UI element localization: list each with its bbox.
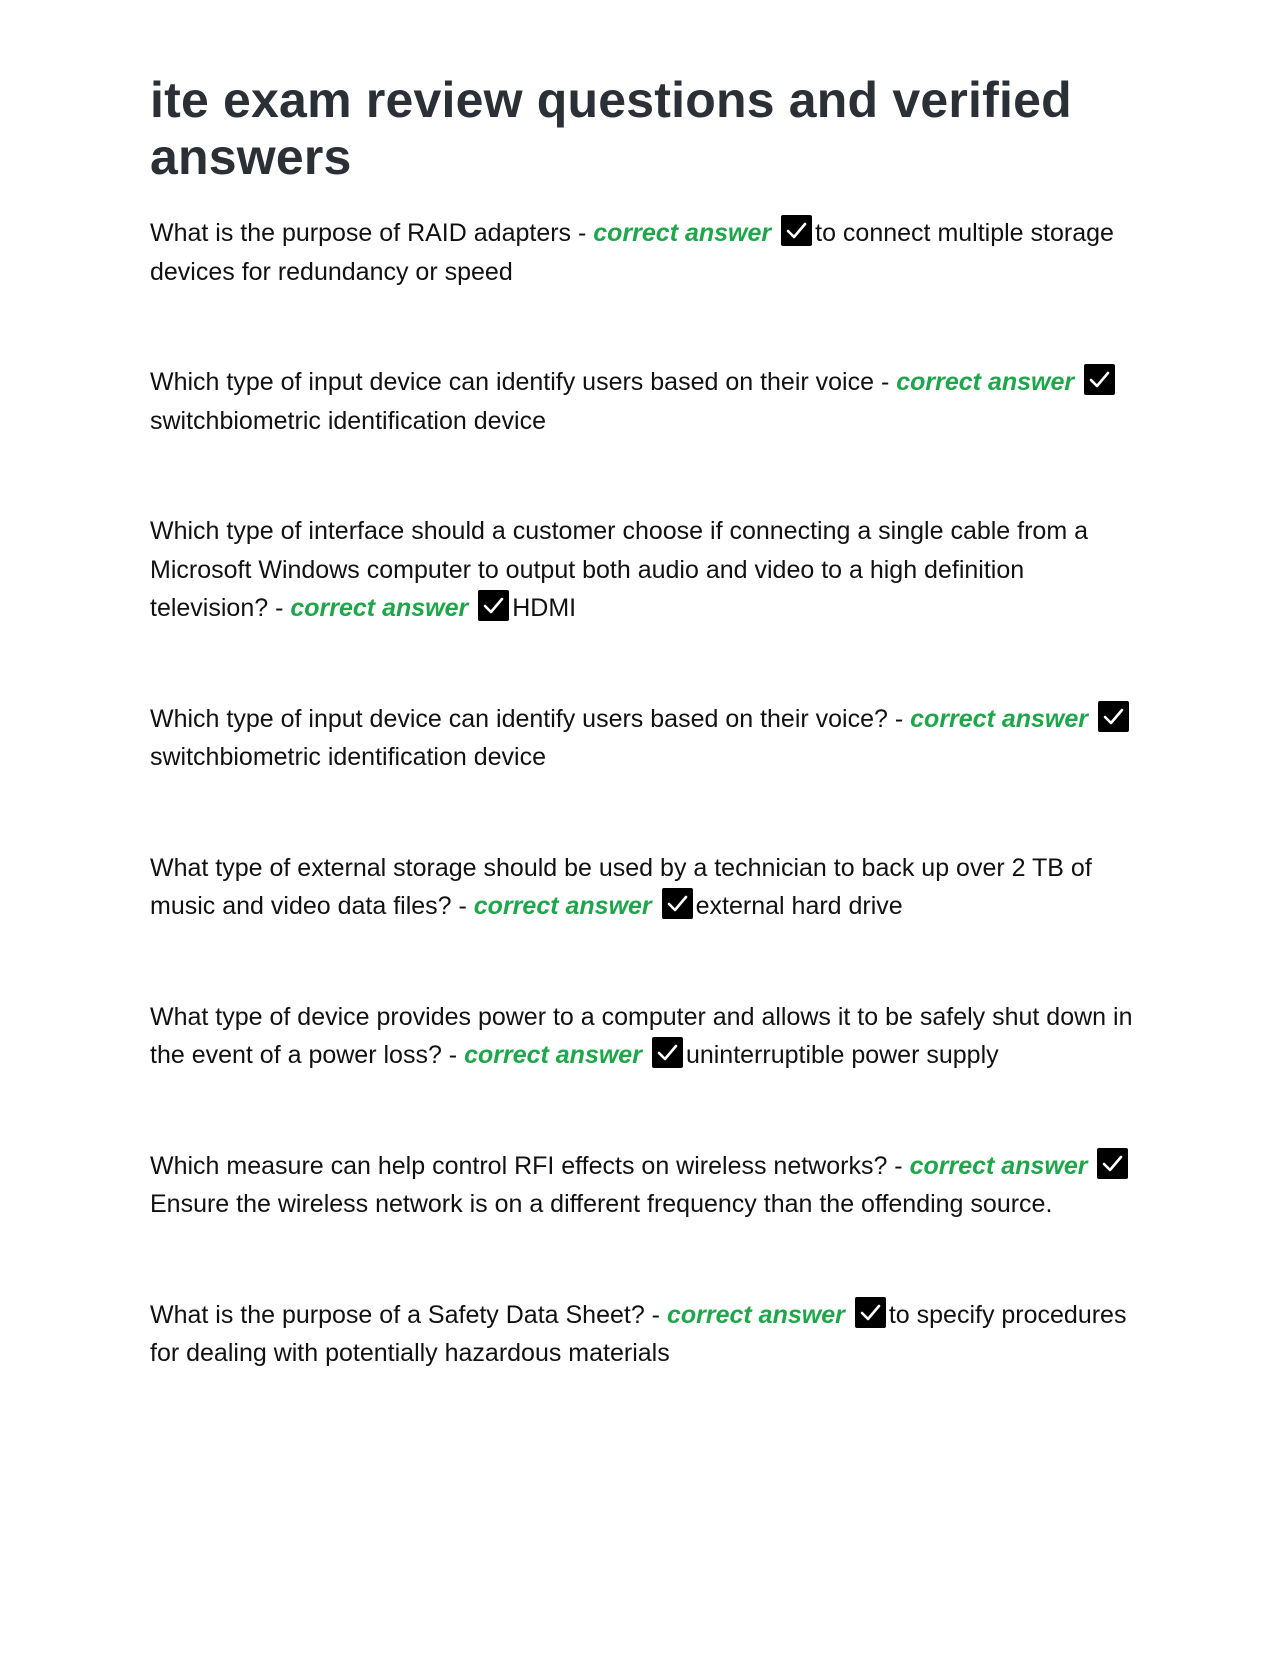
qa-item	[150, 214, 1140, 291]
check-icon	[1097, 1148, 1128, 1179]
qa-item	[150, 700, 1140, 777]
answer-text: to specify procedures for dealing with potentially hazardous materials	[150, 1300, 1127, 1367]
check-icon	[652, 1037, 683, 1068]
page-title: ite exam review questions and verified answers	[150, 72, 1072, 185]
answer-text: uninterruptible power supply	[685, 1041, 999, 1069]
qa-item	[150, 998, 1140, 1075]
question-text: What is the purpose of a Safety Data Sheet? -	[150, 1300, 667, 1329]
answer-label: correct answer	[464, 1041, 642, 1069]
question-text: Which type of interface should a customer choose if connecting a single cable from a Microsoft Windows computer to output both audio and video to a high definition television? -	[150, 517, 1089, 622]
check-icon	[1084, 364, 1115, 395]
answer-text: switchbiometric identification device	[150, 406, 547, 435]
answer-text: external hard drive	[695, 892, 903, 920]
answer-label: correct answer	[896, 368, 1075, 396]
answer-label: correct answer	[910, 704, 1089, 733]
answer-label: correct answer	[473, 892, 652, 920]
question-text: What is the purpose of RAID adapters -	[150, 219, 594, 247]
check-icon	[1098, 701, 1129, 732]
check-icon	[781, 215, 812, 246]
question-text: What type of device provides power to a computer and allows it to be safely shut down in the event of a power loss? -	[150, 1002, 1133, 1069]
answer-text: Ensure the wireless network is on a different frequency than the offending source.	[150, 1190, 1053, 1218]
question-text: Which type of input device can identify users based on their voice? -	[150, 704, 911, 733]
question-text: Which type of input device can identify users based on their voice -	[150, 368, 897, 396]
answer-text: HDMI	[512, 594, 577, 622]
check-icon	[478, 590, 509, 621]
check-icon	[855, 1297, 886, 1328]
question-text: What type of external storage should be used by a technician to back up over 2 TB of music and video data files? -	[150, 853, 1092, 920]
answer-label: correct answer	[290, 594, 469, 622]
answer-label: correct answer	[593, 219, 772, 247]
check-icon	[662, 888, 693, 919]
qa-item	[150, 1296, 1140, 1373]
question-text: Which measure can help control RFI effects on wireless networks? -	[150, 1151, 910, 1180]
qa-item	[150, 1147, 1140, 1224]
qa-item	[150, 512, 1140, 628]
qa-item	[150, 849, 1140, 926]
document-page	[150, 72, 1140, 1445]
answer-label: correct answer	[666, 1300, 845, 1329]
qa-item	[150, 363, 1140, 440]
answer-text: to connect multiple storage devices for redundancy or speed	[150, 219, 1114, 286]
answer-text: switchbiometric identification device	[150, 743, 547, 771]
answer-label: correct answer	[909, 1151, 1088, 1180]
